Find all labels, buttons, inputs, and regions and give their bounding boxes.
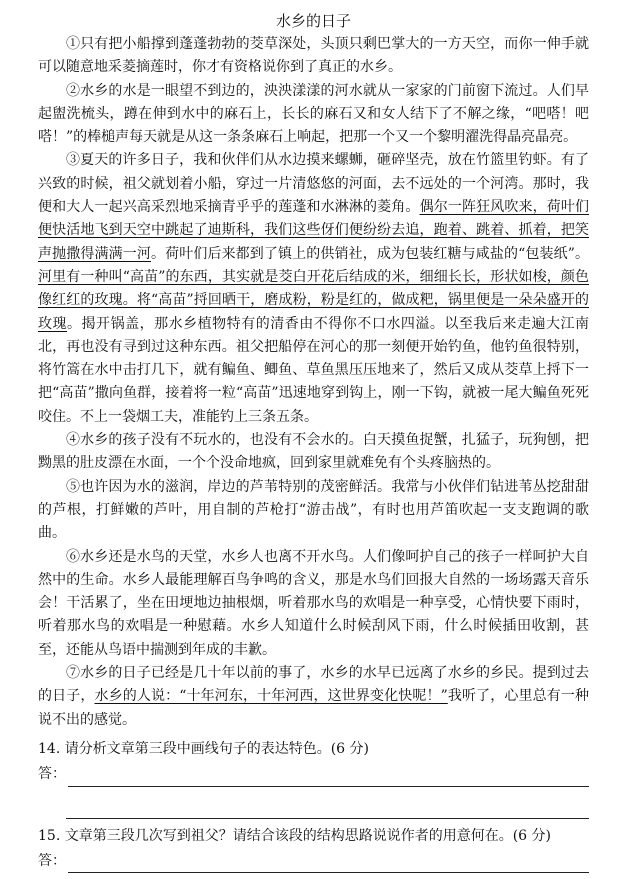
paragraph-3-text-c: 。揭开锅盖，那水乡植物特有的清香由不得你不口水四溢。以至我后来走遍大江南北，再也没有寻到过这种东西。祖父把船停在河心的那一刻便开始钓鱼，他钓鱼很特别，将竹篙在水中击打几下，就有鳊鱼、鲫鱼、草鱼黑压压地来了，然后又成从茭草上捋下一把“高苗”撒向鱼群，接着将一粒“高苗”迅速地穿到钩上，刚一下钩，就被一尾大鳊鱼死死咬住。不上一袋烟工夫，准能钓上三条五条。 — [38, 315, 590, 425]
paragraph-4: ④水乡的孩子没有不玩水的，也没有不会水的。白天摸鱼捉蟹，扎猛子，玩狗刨，把黝黑的肚皮漂在水面，一个个没命地疯，回到家里就难免有个头疼脑热的。 — [38, 432, 589, 472]
answer-15-row — [38, 850, 589, 873]
paragraph-7 — [38, 662, 589, 732]
paragraph-3-text-a: ③夏天的许多日子，我和伙伴们从水边摸来螺蛳，砸碎坚壳，放在竹篮里钓虾。有了兴致的时候，祖父就划着小船，穿过一片清悠悠的河面，去不远处的一个河湾。那时，我便和大人一起兴高采烈地采摘青乎乎的莲蓬和水淋淋的菱角。 — [38, 152, 589, 216]
paragraph-7-text-b: 我听了，心里总有一种说不出的感觉。 — [38, 688, 589, 728]
question-15: 15. 文章第三段几次写到祖父？请结合该段的结构思路说说作者的用意何在。(6 分) — [38, 827, 551, 844]
paragraph-6: ⑥水乡还是水鸟的天堂，水乡人也离不开水鸟。人们像呵护自己的孩子一样呵护大自然中的生命。水乡人最能理解百鸟争鸣的含义，那是水鸟们回报大自然的一场场露天音乐会！干活累了，坐在田埂地边抽根烟，听着那水鸟的欢唱是一种享受，心情快要下雨时，听着那水鸟的欢唱是一种慰藉。水乡人知道什么时候刮风下雨，什么时候插田收割，甚至，还能从鸟语中揣测到年成的丰歉。 — [38, 548, 589, 658]
answer-14-label: 答： — [38, 766, 66, 783]
answer-14-line-2[interactable] — [66, 817, 589, 819]
paragraph-1: ①只有把小船撑到蓬蓬勃勃的茭草深处，头顶只剩巴掌大的一方天空，而你一伸手就可以随意地采菱摘莲时，你才有资格说你到了真正的水乡。 — [38, 36, 589, 76]
paragraph-3-underlined-sentence-2: 河里有一种叫“高苗”的东西，其实就是茭白开花后结成的米，细细长长，形状如梭，颜色像红红的玫瑰。将“高苗”捋回晒干，磨成粉，粉是红的，做成粑，锅里便是一朵朵盛开的玫瑰 — [38, 268, 589, 332]
question-14: 14. 请分析文章第三段中画线句子的表达特色。(6 分) — [38, 740, 369, 757]
paragraph-7-underlined-quote: 水乡的人说：“十年河东，十年河西，这世界变化快呢！” — [94, 688, 448, 705]
paragraph-3-underlined-sentence-1: 偶尔一阵狂风吹来，荷叶们便快活地飞到天空中跳起了迪斯科，我们这些伢们便纷纷去追，跑着、跳着、抓着，把笑声抛撒得满满一河 — [38, 199, 590, 262]
answer-14-line[interactable] — [68, 771, 589, 787]
answer-15-line[interactable] — [68, 857, 589, 873]
paragraph-2: ②水乡的水是一眼望不到边的，泱泱漾漾的河水就从一家家的门前窗下流过。人们早起盥洗梳头，蹲在伸到水中的麻石上，长长的麻石又和女人结下了不解之缘，“吧嗒！吧嗒！”的棒槌声每天就是从这一条条麻石上响起，把那一个又一个黎明濯洗得晶亮晶亮。 — [38, 82, 589, 146]
paragraph-3-text-b: 。荷叶们后来都到了镇上的供销社，成为包装红糖与咸盐的“包装纸”。 — [150, 245, 589, 262]
paragraph-3 — [38, 149, 589, 429]
paragraph-7-text-a: ⑦水乡的日子已经是几十年以前的事了，水乡的水早已远离了水乡的乡民。提到过去的日子， — [38, 665, 589, 705]
answer-15-label: 答： — [38, 852, 66, 869]
article-title: 水乡的日子 — [275, 12, 351, 30]
paragraph-5: ⑤也许因为水的滋润，岸边的芦苇特别的茂密鲜活。我常与小伙伴们钻进苇丛挖甜甜的芦根，打鲜嫩的芦叶，用自制的芦枪打“游击战”，有时也用芦笛吹起一支支跑调的歌曲。 — [38, 478, 589, 542]
answer-14-row — [38, 763, 589, 786]
